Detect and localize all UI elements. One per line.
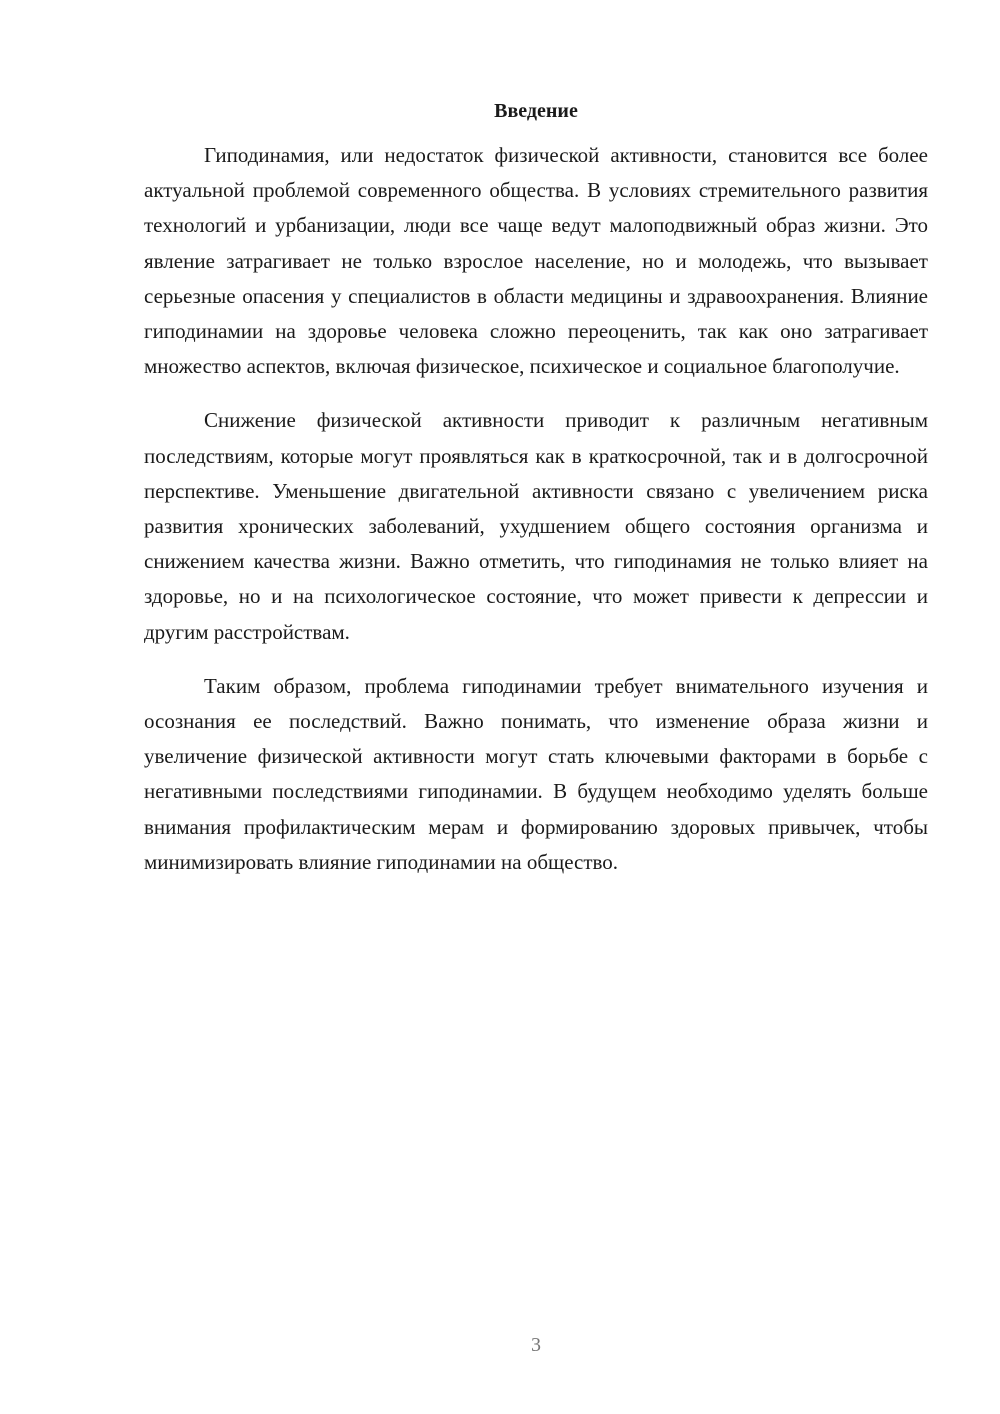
paragraph-1: Гиподинамия, или недостаток физической активности, становится все более актуальной проблемой современного общества. В условиях стремительного развития технологий и урбанизации, люди все чаще ведут малоподвижный образ жизни. Это явление затрагивает не только взрослое население, но и молодежь, что вызывает серьезные опасения у специалистов в области медицины и здравоохранения. Влияние гиподинамии на здоровье человека сложно переоценить, так как оно затрагивает множество аспектов, включая физическое, психическое и социальное благополучие. (144, 143, 928, 379)
paragraph-2: Снижение физической активности приводит к различным негативным последствиям, которые могут проявляться как в краткосрочной, так и в долгосрочной перспективе. Уменьшение двигательной активности связано с увеличением риска развития хронических заболеваний, ухудшением общего состояния организма и снижением качества жизни. Важно отметить, что гиподинамия не только влияет на здоровье, но и на психологическое состояние, что может привести к депрессии и другим расстройствам. (144, 408, 928, 644)
page-content (144, 96, 928, 899)
page-number: 3 (531, 1334, 541, 1356)
paragraph-3: Таким образом, проблема гиподинамии требует внимательного изучения и осознания ее последствий. Важно понимать, что изменение образа жизни и увеличение физической активности могут стать ключевыми факторами в борьбе с негативными последствиями гиподинамии. В будущем необходимо уделять больше внимания профилактическим мерам и формированию здоровых привычек, чтобы минимизировать влияние гиподинамии на общество. (144, 673, 928, 874)
section-title: Введение (494, 100, 578, 122)
